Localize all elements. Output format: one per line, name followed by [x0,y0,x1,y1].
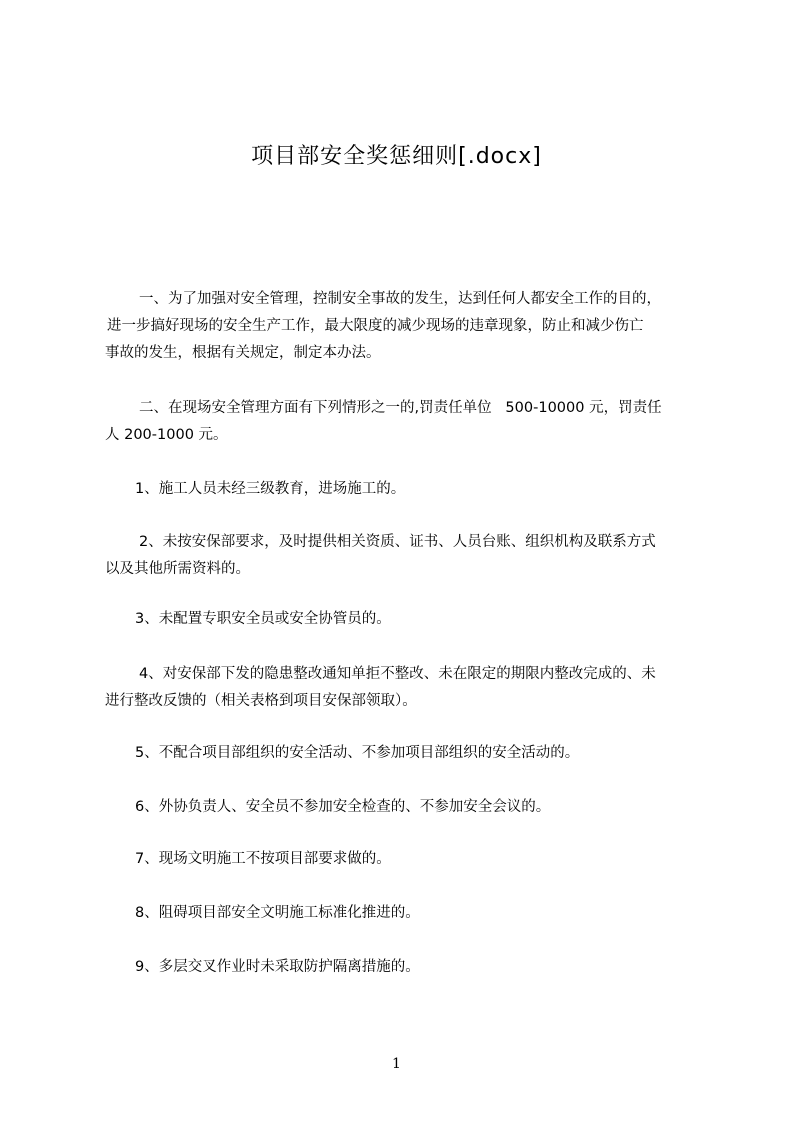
paragraph-line: 6、外协负责人、安全员不参加安全检查的、不参加安全会议的。 [135,799,551,815]
paragraph-line: 以及其他所需资料的。 [105,561,250,577]
list-item-9 [105,954,715,981]
list-item-6 [105,794,715,821]
paragraph-line: 进一步搞好现场的安全生产工作，最大限度的减少现场的违章现象，防止和减少伤亡 [107,318,644,334]
list-item-4 [105,661,715,715]
paragraph-penalties-intro [105,395,715,449]
document-title: 项目部安全奖惩细则[.docx] [251,144,542,169]
list-item-3 [105,606,715,633]
paragraph-purpose [105,286,715,367]
paragraph-line: 7、现场文明施工不按项目部要求做的。 [135,851,391,867]
paragraph-line: 人 200-1000 元。 [105,427,228,443]
paragraph-line: 进行整改反馈的（相关表格到项目安保部领取）。 [105,693,417,709]
paragraph-line: 3、未配置专职安全员或安全协管员的。 [135,611,391,627]
list-item-8 [105,900,715,927]
paragraph-line: 8、阻碍项目部安全文明施工标准化推进的。 [135,905,420,921]
paragraph-line: 1、施工人员未经三级教育，进场施工的。 [135,481,406,497]
paragraph-line: 一、为了加强对安全管理，控制安全事故的发生，达到任何人都安全工作的目的， [139,291,661,307]
paragraph-line: 5、不配合项目部组织的安全活动、不参加项目部组织的安全活动的。 [135,745,580,761]
list-item-5 [105,740,715,767]
paragraph-line: 2、未按安保部要求，及时提供相关资质、证书、人员台账、组织机构及联系方式 [139,534,656,550]
paragraph-line: 9、多层交叉作业时未采取防护隔离措施的。 [135,959,420,975]
list-item-2 [105,529,715,583]
list-item-1 [105,476,715,503]
paragraph-line: 二、在现场安全管理方面有下列情形之一的,罚责任单位 500-10000 元，罚责任 [139,400,662,416]
paragraph-line: 事故的发生，根据有关规定，制定本办法。 [105,345,381,361]
list-item-7 [105,846,715,873]
page-number: 1 [392,1056,401,1072]
paragraph-line: 4、对安保部下发的隐患整改通知单拒不整改、未在限定的期限内整改完成的、未 [139,666,656,682]
